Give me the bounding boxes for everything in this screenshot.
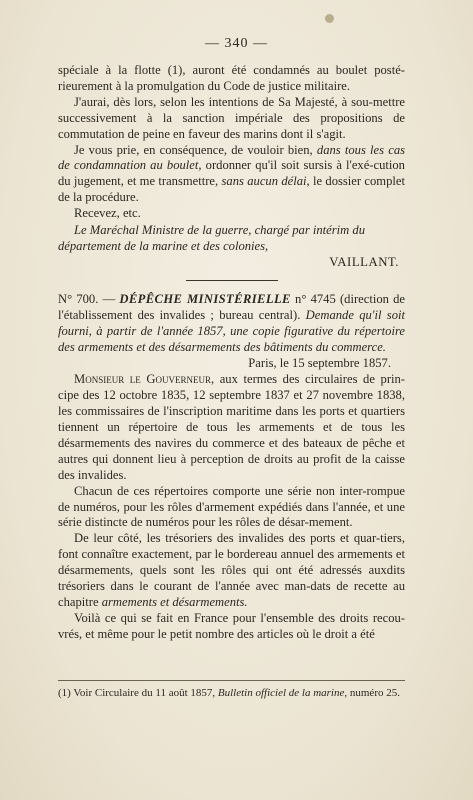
text-run: De leur côté, les trésoriers des invalides des ports et quar-tiers, font connaître exactement, par le bordereau annuel des armements et désarmements, quels sont les rôles qui ont été adressés auxdits trésoriers dans le courant de l'année avec man-dats de recette au chapitre bbox=[58, 531, 405, 609]
paragraph bbox=[58, 531, 405, 611]
text-run: numéro 25. bbox=[349, 687, 400, 699]
text-run: aux termes des circulaires de prin-cipe des 12 octobre 1835, 12 septembre 1837 et 27 novembre 1838, les commissaires de l'inscription maritime dans les ports et quartiers tiennent un répertoire de tous les armements et de tous les désarmements des navires du commerce et des bateaux de pêche et autres qui donnent lieu à perception de droits au profit de la caisse des invalides. bbox=[58, 372, 406, 482]
signature: VAILLANT. bbox=[329, 254, 399, 269]
paragraph-continuation: spéciale à la flotte (1), auront été condamnés au boulet posté-rieurement à la promulgation du Code de justice militaire. bbox=[58, 63, 405, 93]
paragraph: Voilà ce qui se fait en France pour l'ensemble des droits recou-vrés, et même pour le petit nombre des articles où le droit a été bbox=[58, 610, 405, 641]
text-run: le dossier complet de la procédure. bbox=[58, 174, 405, 205]
page-body bbox=[58, 63, 405, 643]
dateline: Paris, le 15 septembre 1857. bbox=[248, 356, 391, 371]
footnote bbox=[58, 686, 405, 700]
italic-run: armements et désarmements. bbox=[101, 595, 248, 609]
document-reference: n° 4745 (direction de l'établissement des invalides ; bureau central). bbox=[58, 291, 406, 322]
paragraph bbox=[58, 372, 405, 483]
text-run: Je vous prie, en conséquence, de vouloir bien, bbox=[74, 142, 313, 157]
italic-run: cas de condamnation au boulet, bbox=[58, 142, 406, 173]
section-divider bbox=[186, 280, 278, 281]
paragraph: Chacun de ces répertoires comporte une série non inter-rompue de numéros, pour les rôles d'armement expédiés dans l'année, et une série distincte de numéros pour les rôles de désar-mement. bbox=[58, 483, 405, 530]
footnote-divider bbox=[58, 680, 405, 681]
italic-run: Bulletin officiel de la marine, bbox=[217, 687, 348, 699]
document-kind: DÉPÊCHE MINISTÉRIELLE bbox=[119, 291, 291, 306]
document-summary: Demande qu'il soit fourni, à partir de l'année 1857, une copie figurative du répertoire des armements et des désarmements des bâtiments du commerce. bbox=[58, 307, 405, 354]
document-number: N° 700. — bbox=[58, 291, 116, 306]
text-run: ordonner qu'il soit sursis à l'exé-cution du jugement, et me transmettre, bbox=[58, 158, 405, 189]
text-run: (1) Voir Circulaire du 11 août 1857, bbox=[58, 687, 216, 699]
page-number: — 340 — bbox=[205, 36, 268, 51]
signatory-title bbox=[58, 223, 405, 255]
italic-run: sans aucun délai, bbox=[221, 174, 310, 189]
ink-spot bbox=[325, 14, 334, 23]
section-heading bbox=[58, 292, 405, 356]
italic-run: Le Maréchal Ministre de la guerre, chargé par intérim du département de la marine et des colonies, bbox=[58, 223, 366, 253]
paragraph bbox=[58, 143, 405, 207]
closing: Recevez, etc. bbox=[74, 206, 141, 221]
paragraph: J'aurai, dès lors, selon les intentions de Sa Majesté, à sou-mettre successivement à la sanction impériale des propositions de commutation de peine en faveur des marins dont il s'agit. bbox=[58, 94, 405, 141]
italic-run: dans tous les bbox=[316, 142, 385, 157]
salutation: Monsieur le Gouverneur, bbox=[74, 372, 215, 387]
